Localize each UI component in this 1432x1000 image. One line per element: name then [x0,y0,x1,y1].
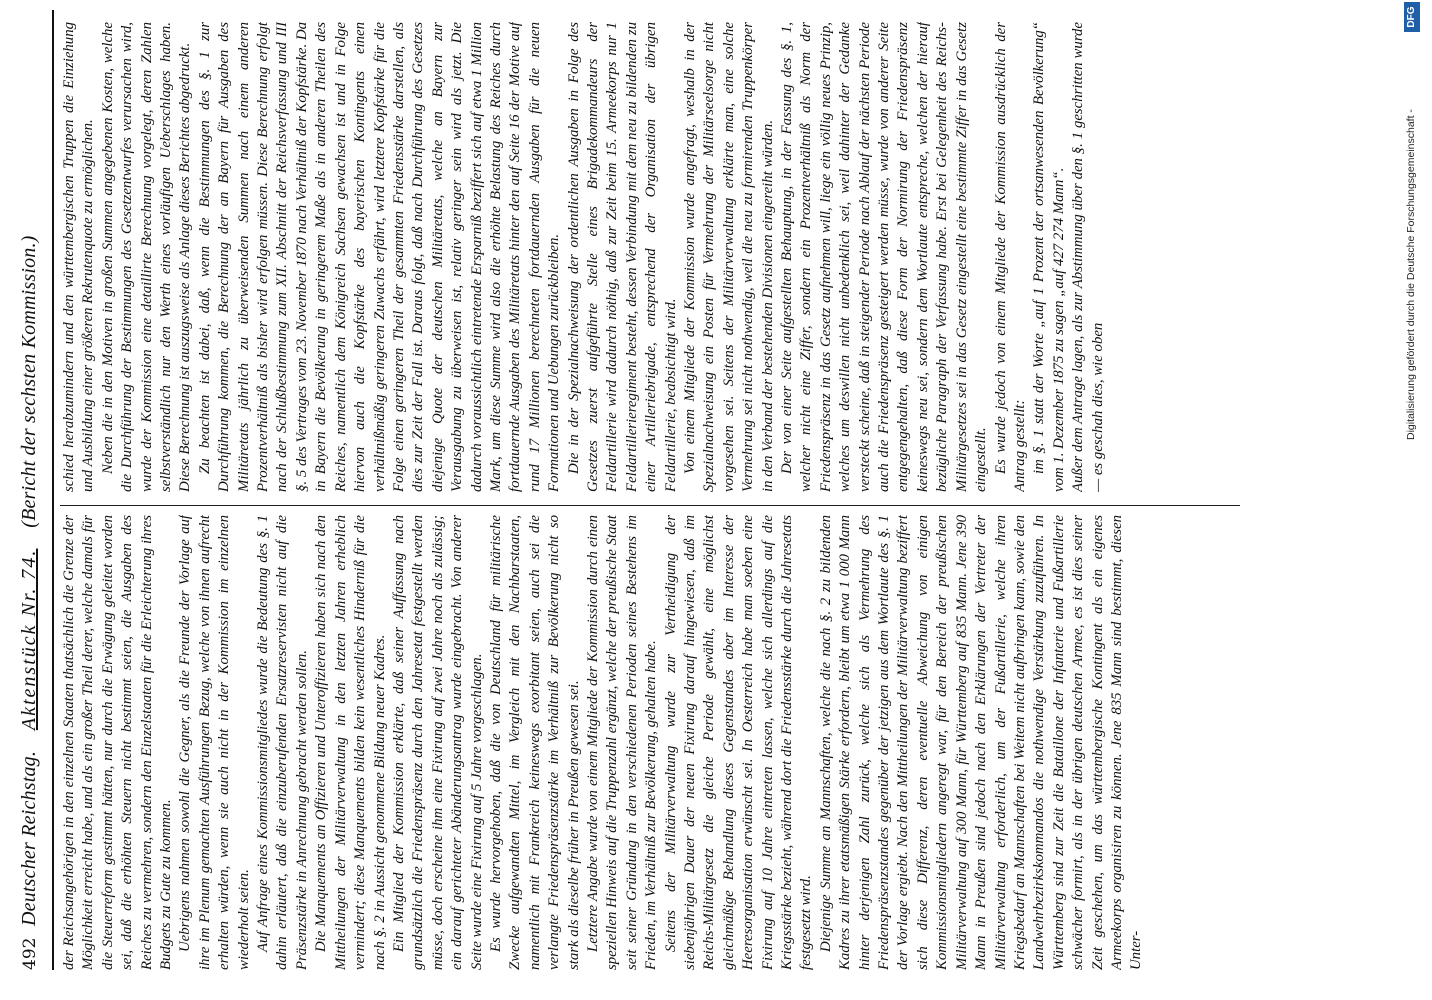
paragraph: Letztere Angabe wurde von einem Mitgliede der Kommission durch einen speziellen Hinweis auf die Truppenzahl ergänzt, welche der preußische Staat seit seiner Gründung in den verschiedenen Perioden seines Bestehens im Frieden, im Verhältniß zur Bevölkerung, gehalten habe. [584,515,660,970]
paragraph: Auf Anfrage eines Kommissionsmitgliedes wurde die Bedeutung des §. 1 dahin erläutert, daß die einzuberufenden Ersatzreservisten nicht auf die Präsenzstärke in Anrechnung gebracht werden sollen. [255,515,310,970]
paragraph: Die Manquements an Offizieren und Unteroffizieren haben sich nach den Mittheilungen der Militärverwaltung in den letzten Jahren erheblich vermindert; diese Manquements bilden kein wesentliches Hinderniß für die nach §. 2 in Aussicht genommene Bildung neuer Kadres. [313,515,388,970]
paragraph: Diejenige Summe an Mannschaften, welche die nach §. 2 zu bildenden Kadres zu ihrer etatsmäßigen Stärke erfordern, bleibt um etwa 1 000 Mann hinter derjenigen Zahl zurück, welche sich als Vermehrung des Friedenspräsenzstandes gegenüber der jetzigen aus dem Wortlaute des §. 1 der Vorlage ergiebt. Nach den Mittheilungen der Militärverwaltung beziffert sich diese Differenz, deren eventuelle Abweichung von einigen Kommissionsmitgliedern angeregt war, für den Bereich der preußischen Militärverwaltung auf 300 Mann, für Württemberg auf 835 Mann. Jene 390 Mann in Preußen sind jedoch nach den Erklärungen der Vertreter der Militärverwaltung erforderlich, um der Fußartillerie, welche ihren Kriegsbedarf an Mannschaften bei Weitem nicht aufbringen kann, sowie den Landwehrbezirkskommandos die nothwendige Verstärkung zuzuführen. In Württemberg sind zur Zeit die Bataillone der Infanterie und Fußartillerie schwächer formirt, als in der übrigen deutschen Armee, es ist dies seiner Zeit geschehen, um das württembergische Kontingent als ein eigenes Armeekorps organisiren zu können. Jene 835 Mann sind bestimmt, diesen Unter- [817,515,1145,970]
paragraph: Uebrigens nahmen sowohl die Gegner, als die Freunde der Vorlage auf ihre im Plenum gemachten Ausführungen Bezug, welche von ihnen aufrecht erhalten würden, wenn sie auch nicht in der Kommission im einzelnen wiederholt seien. [177,515,252,970]
column-divider [60,505,1240,506]
paragraph: Es wurde hervorgehoben, daß die von Deutschland für militärische Zwecke aufgewandten Mittel, im Vergleich mit den Nachbarstaaten, namentlich mit Frankreich keineswegs exorbitant seien, auch sei die verlangte Friedenspräsenzstärke im Verhältniß zur Bevölkerung nicht so stark als dieselbe früher in Preußen gewesen sei. [487,515,582,970]
paragraph: schied herabzumindern und den württembergischen Truppen die Einziehung und Ausbildung einer größeren Rekrutenquote zu ermöglichen. [61,22,97,492]
right-text-column [60,22,1245,492]
paragraph: Zu beachten ist dabei, daß, wenn die Bestimmungen des §. 1 zur Durchführung kommen, die Berechnung der an Bayern für Ausgaben des Militäretats jährlich zu überweisenden Summen nach einem anderen Prozentverhältniß als bisher wird erfolgen müssen. Diese Berechnung erfolgt nach der Schlußbestimmung zum XII. Abschnitt der Reichsverfassung und III §. 5 des Vertrages vom 23. November 1870 nach Verhältniß der Kopfstärke. Da in Bayern die Bevölkerung in geringerem Maße als in anderen Theilen des Reiches, namentlich dem Königreich Sachsen gewachsen ist und in Folge hiervon auch die Kopfstärke des bayerischen Kontingents einen verhältnißmäßig geringeren Zuwachs erfährt, wird letztere Kopfstärke für die Folge einen geringeren Theil der gesammten Friedensstärke darstellen, als dies zur Zeit der Fall ist. Daraus folgt, daß nach Durchführung des Gesetzes diejenige Quote der deutschen Militäretats, welche an Bayern zur Verausgabung zu überweisen ist, relativ geringer sein wird als jetzt. Die dadurch voraussichtlich eintretende Ersparniß beziffert sich auf etwa 1 Million Mark, um diese Summe wird also die erhöhte Belastung des Reiches durch fortdauernde Ausgaben des Militäretats hinter den auf Seite 16 der Motive auf rund 17 Millionen berechneten fortdauernden Ausgaben für die neuen Formationen und Uebungen zurückbleiben. [196,22,563,492]
document-label: Aktenstück Nr. 74. [18,548,40,731]
running-head [12,10,54,970]
paragraph: Der von einer Seite aufgestellten Behauptung, in der Fassung des §. 1, welcher nicht eine Ziffer, sondern ein Prozentverhältniß als Norm der Friedenspräsenz in das Gesetz aufnehmen will, liege ein völlig neues Prinzip, welches um deswillen nicht unbedenklich sei, weil dahinter der Gedanke versteckt scheine, daß in steigender Periode nach Ablauf der nächsten Periode auch die Friedenspräsenz gesteigert werden müsse, wurde von anderer Seite entgegengehalten, daß diese Form der Normirung der Friedenspräsenz keineswegs neu sei, sondern dem Wortlaute entspreche, welchen der hierauf bezügliche Paragraph der Verfassung habe. Erst bei Gelegenheit des Reichs-Militärgesetzes sei in das Gesetz eingestellt eine bestimmte Ziffer in das Gesetz eingestellt. [779,22,990,492]
paragraph: Die in der Spezialnachweisung der ordentlichen Ausgaben in Folge des Gesetzes zuerst aufgeführte Stelle eines Brigadekommandeurs der Feldartillerie wird dadurch nöthig, daß zur Zeit beim 15. Armeekorps nur 1 Feldartillerieregiment besteht, dessen Verbindung mit dem neu zu bildenden zu einer Artilleriebrigade, entsprechend der Organisation der übrigen Feldartillerie, beabsichtigt wird. [565,22,679,492]
paragraph: Es wurde jedoch von einem Mitgliede der Kommission ausdrücklich der Antrag gestellt: [992,22,1028,492]
page-title [18,235,41,926]
left-text-column [60,515,1245,970]
paragraph: Außer dem Antrage lagen, als zur Abstimmung über den §. 1 geschritten wurde — es geschah dies, wie oben [1070,22,1106,492]
publication-name: Deutscher Reichstag. [18,750,40,926]
paragraph: der Reichsangehörigen in den einzelnen Staaten thatsächlich die Grenze der Möglichkeit erreicht habe, und als ein großer Theil derer, welche damals für die Steuerreform gestimmt hätten, nur durch die Erwägung geleitet worden sei, daß die erhöhten Steuern nicht bestimmt seien, die Ausgaben des Reiches zu vermehren, sondern den Einzelstaaten für die Erleichterung ihres Budgets zu Gute zu kommen. [61,515,175,970]
paragraph: Seitens der Militärverwaltung wurde zur Vertheidigung der siebenjährigen Dauer der neuen Fixirung darauf hingewiesen, daß im Reichs-Militärgesetz die gleiche Periode gewählt, eine möglichst gleichmäßige Behandlung dieses Gegenstandes aber im Interesse der Heeresorganisation erwünscht sei. In Oesterreich habe man soeben eine Fixirung auf 10 Jahre eintreten lassen, welche sich allerdings auf die Kriegsstärke bezieht, während dort die Friedensstärke durch die Jahresetats festgesetzt wird. [662,515,815,970]
paragraph: Ein Mitglied der Kommission erklärte, daß seiner Auffassung nach grundsätzlich die Friedenspräsenz durch den Jahresetat festgestellt werden müsse, doch erscheine ihm eine Fixirung auf zwei Jahre noch als zulässig; ein darauf gerichteter Abänderungsantrag wurde eingebracht. Von anderer Seite wurde eine Fixirung auf 5 Jahre vorgeschlagen. [390,515,485,970]
dfg-logo: DFG [1404,2,1420,32]
page-number: 492 [20,937,40,970]
section-title: (Bericht der sechsten Kommission.) [18,235,40,528]
paragraph: im §. 1 statt der Worte „auf 1 Prozent der ortsanwesenden Bevölkerung“ vom 1. Dezember 1875 zu sagen „auf 427 274 Mann“. [1031,22,1067,492]
paragraph: Neben die in den Motiven in großen Summen angegebenen Kosten, welche die Durchführung der Bestimmungen des Gesetzentwurfes verursachen wird, wurde der Kommission eine detaillirte Berechnung vorgelegt, deren Zahlen selbstverständlich nur den Werth eines vorläufigen Ueberschlages haben. Diese Berechnung ist auszugsweise als Anlage dieses Berichtes abgedruckt. [99,22,194,492]
digitization-credit: Digitalisierung gefördert durch die Deutsche Forschungsgemeinschaft - [1405,109,1417,440]
paragraph: Von einem Mitgliede der Kommission wurde angefragt, weshalb in der Spezialnachweisung ein Posten für Vermehrung der Militärseelsorge nicht vorgesehen sei. Seitens der Militärverwaltung erklärte man, eine solche Vermehrung sei nicht nothwendig, weil die neu zu formirenden Truppenkörper in den Verband der bestehenden Divisionen eingereiht würden. [682,22,776,492]
